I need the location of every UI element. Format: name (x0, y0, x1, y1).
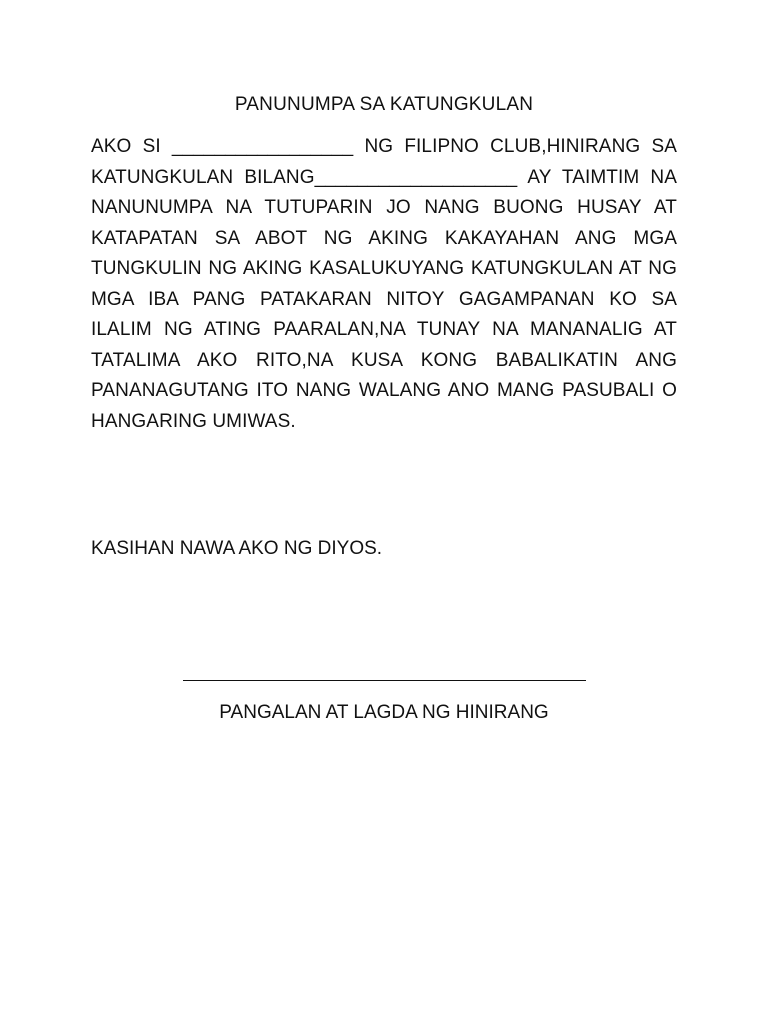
signature-line (183, 680, 586, 681)
document-title: PANUNUMPA SA KATUNGKULAN (234, 94, 534, 115)
signature-label: PANGALAN AT LAGDA NG HINIRANG (219, 702, 549, 723)
oath-body: AKO SI _________________ NG FILIPNO CLUB,HINIRANG SA KATUNGKULAN BILANG___________________ AY TAIMTIM NA NANUNUMPA NA TUTUPARIN JO NANG BUONG HUSAY AT KATAPATAN SA ABOT NG AKING KAKAYAHAN ANG MGA TUNGKULIN NG AKING KASALUKUYANG KATUNGKULAN AT NG MGA IBA PANG PATAKARAN NITOY GAGAMPANAN KO SA ILALIM NG ATING PAARALAN,NA TUNAY NA MANANALIG AT TATALIMA AKO RITO,NA KUSA KONG BABALIKATIN ANG PANANAGUTANG ITO NANG WALANG ANO MANG PASUBALI O HANGARING UMIWAS. (91, 136, 677, 432)
closing-line: KASIHAN NAWA AKO NG DIYOS. (91, 538, 383, 559)
